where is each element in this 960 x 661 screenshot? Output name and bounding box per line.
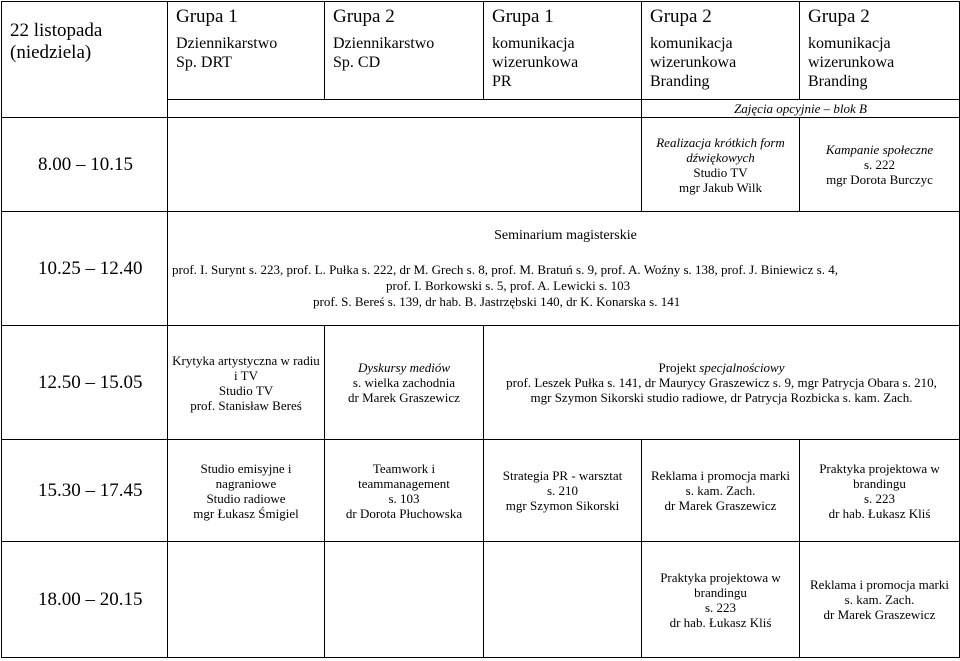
day-date: 22 listopada [10, 20, 103, 41]
column-line: komunikacja [650, 35, 733, 52]
column-group: Grupa 1 [492, 6, 554, 27]
column-header [642, 2, 800, 100]
session-cell: Strategia PR - warsztat s. 210 mgr Szymon Sikorski [484, 440, 642, 542]
optional-note: Zajęcia opcyjnie – blok B [642, 100, 960, 118]
column-line: Dziennikarstwo [333, 35, 435, 52]
time-row [2, 542, 960, 658]
session-cell: Reklama i promocja marki s. kam. Zach. dr Marek Graszewicz [642, 440, 800, 542]
column-header [484, 2, 642, 100]
time-slot: 8.00 – 10.15 [2, 118, 168, 212]
time-row [2, 118, 960, 212]
column-header [800, 2, 960, 100]
column-group: Grupa 2 [808, 6, 870, 27]
seminar-line: prof. S. Bereś s. 139, dr hab. B. Jastrzębski 140, dr K. Konarska s. 141 [313, 293, 681, 309]
column-line: Sp. CD [333, 54, 381, 71]
day-cell [2, 2, 168, 118]
day-weekday: (niedziela) [10, 42, 92, 63]
column-line: Sp. DRT [176, 54, 232, 71]
column-line: Branding [808, 73, 868, 90]
time-slot: 15.30 – 17.45 [2, 440, 168, 542]
time-row [2, 326, 960, 440]
column-line: Dziennikarstwo [176, 35, 278, 52]
column-group: Grupa 1 [176, 6, 238, 27]
time-slot: 12.50 – 15.05 [2, 326, 168, 440]
column-line: komunikacja [492, 35, 575, 52]
time-slot: 10.25 – 12.40 [2, 212, 168, 326]
column-line: PR [492, 73, 512, 90]
session-cell: Krytyka artystyczna w radiu i TV Studio TV prof. Stanisław Bereś [168, 326, 325, 440]
project-cell: Projekt specjalnościowy prof. Leszek Pułka s. 141, dr Maurycy Graszewicz s. 9, mgr Patrycja Obara s. 210, mgr Szymon Sikorski studio radiowe, dr Patrycja Rozbicka s. kam. Zach. [484, 326, 960, 440]
session-title: Dyskursy mediów [357, 360, 451, 375]
column-group: Grupa 2 [650, 6, 712, 27]
session-cell: Praktyka projektowa w brandingu s. 223 dr hab. Łukasz Kliś [642, 542, 800, 658]
time-row [2, 440, 960, 542]
seminar-cell [168, 212, 960, 326]
session-title: Realizacja krótkich form dźwiękowych [656, 134, 785, 165]
column-line: wizerunkowa [650, 54, 737, 71]
project-title: Projekt specjalnościowy [658, 360, 785, 375]
column-header [325, 2, 484, 100]
seminar-line: prof. I. Surynt s. 223, prof. L. Pułka s. 222, dr M. Grech s. 8, prof. M. Bratuń s. 9, prof. A. Woźny s. 138, prof. J. Biniewicz s. 4, [172, 261, 838, 277]
seminar-title: Seminarium magisterskie [494, 227, 637, 243]
session-title: Kampanie społeczne [825, 142, 934, 157]
session-cell: Kampanie społeczne s. 222 mgr Dorota Burczyc [800, 118, 960, 212]
column-line: wizerunkowa [492, 54, 579, 71]
session-cell: Reklama i promocja marki s. kam. Zach. dr Marek Graszewicz [800, 542, 960, 658]
schedule-table [1, 1, 960, 658]
column-group: Grupa 2 [333, 6, 395, 27]
session-cell: Studio emisyjne i nagraniowe Studio radiowe mgr Łukasz Śmigiel [168, 440, 325, 542]
header-row [2, 2, 960, 100]
column-line: Branding [650, 73, 710, 90]
column-line: komunikacja [808, 35, 891, 52]
session-cell: Realizacja krótkich form dźwiękowych Studio TV mgr Jakub Wilk [642, 118, 800, 212]
column-line: wizerunkowa [808, 54, 895, 71]
session-cell: Dyskursy mediów s. wielka zachodnia dr Marek Graszewicz [325, 326, 484, 440]
seminar-line: prof. I. Borkowski s. 5, prof. A. Lewicki s. 103 [386, 277, 631, 293]
session-cell: Teamwork i teammanagement s. 103 dr Dorota Płuchowska [325, 440, 484, 542]
time-slot: 18.00 – 20.15 [2, 542, 168, 658]
time-row [2, 212, 960, 326]
session-cell: Praktyka projektowa w brandingu s. 223 dr hab. Łukasz Kliś [800, 440, 960, 542]
column-header [168, 2, 325, 100]
